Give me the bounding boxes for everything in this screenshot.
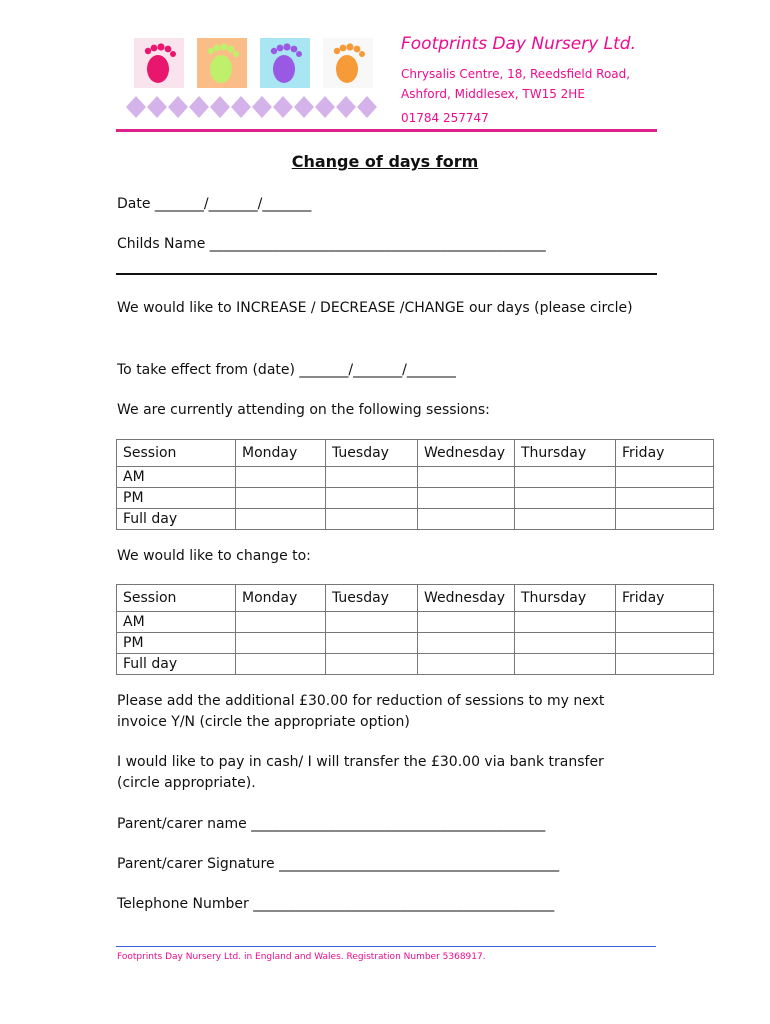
table-row xyxy=(117,488,714,509)
header-cell: Thursday xyxy=(515,585,616,612)
session-entry-cell[interactable] xyxy=(418,488,515,509)
diamond-decoration xyxy=(294,96,314,118)
session-entry-cell[interactable] xyxy=(236,488,326,509)
session-entry-cell[interactable] xyxy=(515,509,616,530)
header-cell: Session xyxy=(117,440,236,467)
header-cell: Friday xyxy=(616,585,714,612)
header-cell: Friday xyxy=(616,440,714,467)
session-entry-cell[interactable] xyxy=(236,509,326,530)
footprint-tile-icon xyxy=(260,38,310,88)
session-entry-cell[interactable] xyxy=(616,654,714,675)
header-cell: Tuesday xyxy=(326,585,418,612)
footprint-tile-icon xyxy=(197,38,247,88)
session-label-cell: AM xyxy=(117,612,236,633)
footprint-tile-icon xyxy=(323,38,373,88)
session-label-cell: AM xyxy=(117,467,236,488)
form-title: Change of days form xyxy=(291,152,479,171)
telephone-field[interactable]: Telephone Number ___________________________________________ xyxy=(117,896,555,912)
session-entry-cell[interactable] xyxy=(236,654,326,675)
diamond-decoration xyxy=(231,96,251,118)
session-entry-cell[interactable] xyxy=(515,612,616,633)
session-entry-cell[interactable] xyxy=(326,654,418,675)
session-entry-cell[interactable] xyxy=(236,633,326,654)
diamond-decoration xyxy=(357,96,377,118)
company-name: Footprints Day Nursery Ltd. xyxy=(401,34,637,54)
header-cell: Monday xyxy=(236,440,326,467)
diamond-decoration xyxy=(147,96,167,118)
change-to-label: We would like to change to: xyxy=(117,548,311,564)
session-entry-cell[interactable] xyxy=(326,633,418,654)
header-cell: Tuesday xyxy=(326,440,418,467)
table-row xyxy=(117,612,714,633)
address-line-2: Ashford, Middlesex, TW15 2HE xyxy=(401,87,585,101)
header-cell: Monday xyxy=(236,585,326,612)
session-entry-cell[interactable] xyxy=(326,467,418,488)
session-entry-cell[interactable] xyxy=(418,654,515,675)
table-header-row xyxy=(117,440,714,467)
session-label-cell: PM xyxy=(117,633,236,654)
header-cell: Wednesday xyxy=(418,585,515,612)
current-sessions-label: We are currently attending on the following sessions: xyxy=(117,402,490,418)
payment-method-text: I would like to pay in cash/ I will transfer the £30.00 via bank transfer (circle appropriate). xyxy=(117,754,604,791)
diamond-decoration xyxy=(189,96,209,118)
session-entry-cell[interactable] xyxy=(616,612,714,633)
header-cell: Session xyxy=(117,585,236,612)
table-row xyxy=(117,509,714,530)
session-label-cell: Full day xyxy=(117,509,236,530)
table-header-row xyxy=(117,585,714,612)
footer-divider xyxy=(116,946,656,947)
session-entry-cell[interactable] xyxy=(418,633,515,654)
effect-date-field[interactable]: To take effect from (date) _______/_______/_______ xyxy=(117,362,456,378)
diamond-decoration xyxy=(126,96,146,118)
session-entry-cell[interactable] xyxy=(616,633,714,654)
parent-signature-field[interactable]: Parent/carer Signature ________________________________________ xyxy=(117,856,560,872)
session-entry-cell[interactable] xyxy=(236,612,326,633)
session-entry-cell[interactable] xyxy=(418,612,515,633)
current-sessions-table xyxy=(116,439,714,530)
date-field[interactable]: Date _______/_______/_______ xyxy=(117,196,312,212)
session-entry-cell[interactable] xyxy=(616,509,714,530)
company-header xyxy=(401,34,731,126)
session-entry-cell[interactable] xyxy=(326,488,418,509)
phone-number: 01784 257747 xyxy=(401,111,489,125)
footer-registration: Footprints Day Nursery Ltd. in England and Wales. Registration Number 5368917. xyxy=(117,952,486,962)
change-request-text: We would like to INCREASE / DECREASE /CHANGE our days (please circle) xyxy=(117,300,633,316)
header-divider xyxy=(116,129,657,132)
diamond-decoration xyxy=(315,96,335,118)
table-row xyxy=(117,654,714,675)
table-row xyxy=(117,467,714,488)
nursery-logo xyxy=(124,36,386,122)
diamond-decoration xyxy=(210,96,230,118)
diamond-decoration xyxy=(168,96,188,118)
diamond-decoration xyxy=(336,96,356,118)
session-entry-cell[interactable] xyxy=(616,488,714,509)
childs-name-field[interactable]: Childs Name ________________________________________________ xyxy=(117,236,546,252)
childs-name-extra-line xyxy=(116,273,657,275)
header-cell: Thursday xyxy=(515,440,616,467)
session-entry-cell[interactable] xyxy=(515,467,616,488)
session-label-cell: Full day xyxy=(117,654,236,675)
session-entry-cell[interactable] xyxy=(418,467,515,488)
session-entry-cell[interactable] xyxy=(515,633,616,654)
table-row xyxy=(117,633,714,654)
session-entry-cell[interactable] xyxy=(418,509,515,530)
session-entry-cell[interactable] xyxy=(326,509,418,530)
address-line-1: Chrysalis Centre, 18, Reedsfield Road, xyxy=(401,67,631,81)
diamond-decoration xyxy=(273,96,293,118)
session-entry-cell[interactable] xyxy=(236,467,326,488)
header-cell: Wednesday xyxy=(418,440,515,467)
diamond-decoration xyxy=(252,96,272,118)
new-sessions-table xyxy=(116,584,714,675)
session-entry-cell[interactable] xyxy=(326,612,418,633)
session-entry-cell[interactable] xyxy=(515,654,616,675)
session-label-cell: PM xyxy=(117,488,236,509)
additional-fee-text: Please add the additional £30.00 for reduction of sessions to my next invoice Y/N (circle the appropriate option) xyxy=(117,693,605,730)
parent-name-field[interactable]: Parent/carer name __________________________________________ xyxy=(117,816,546,832)
session-entry-cell[interactable] xyxy=(616,467,714,488)
footprint-tile-icon xyxy=(134,38,184,88)
session-entry-cell[interactable] xyxy=(515,488,616,509)
